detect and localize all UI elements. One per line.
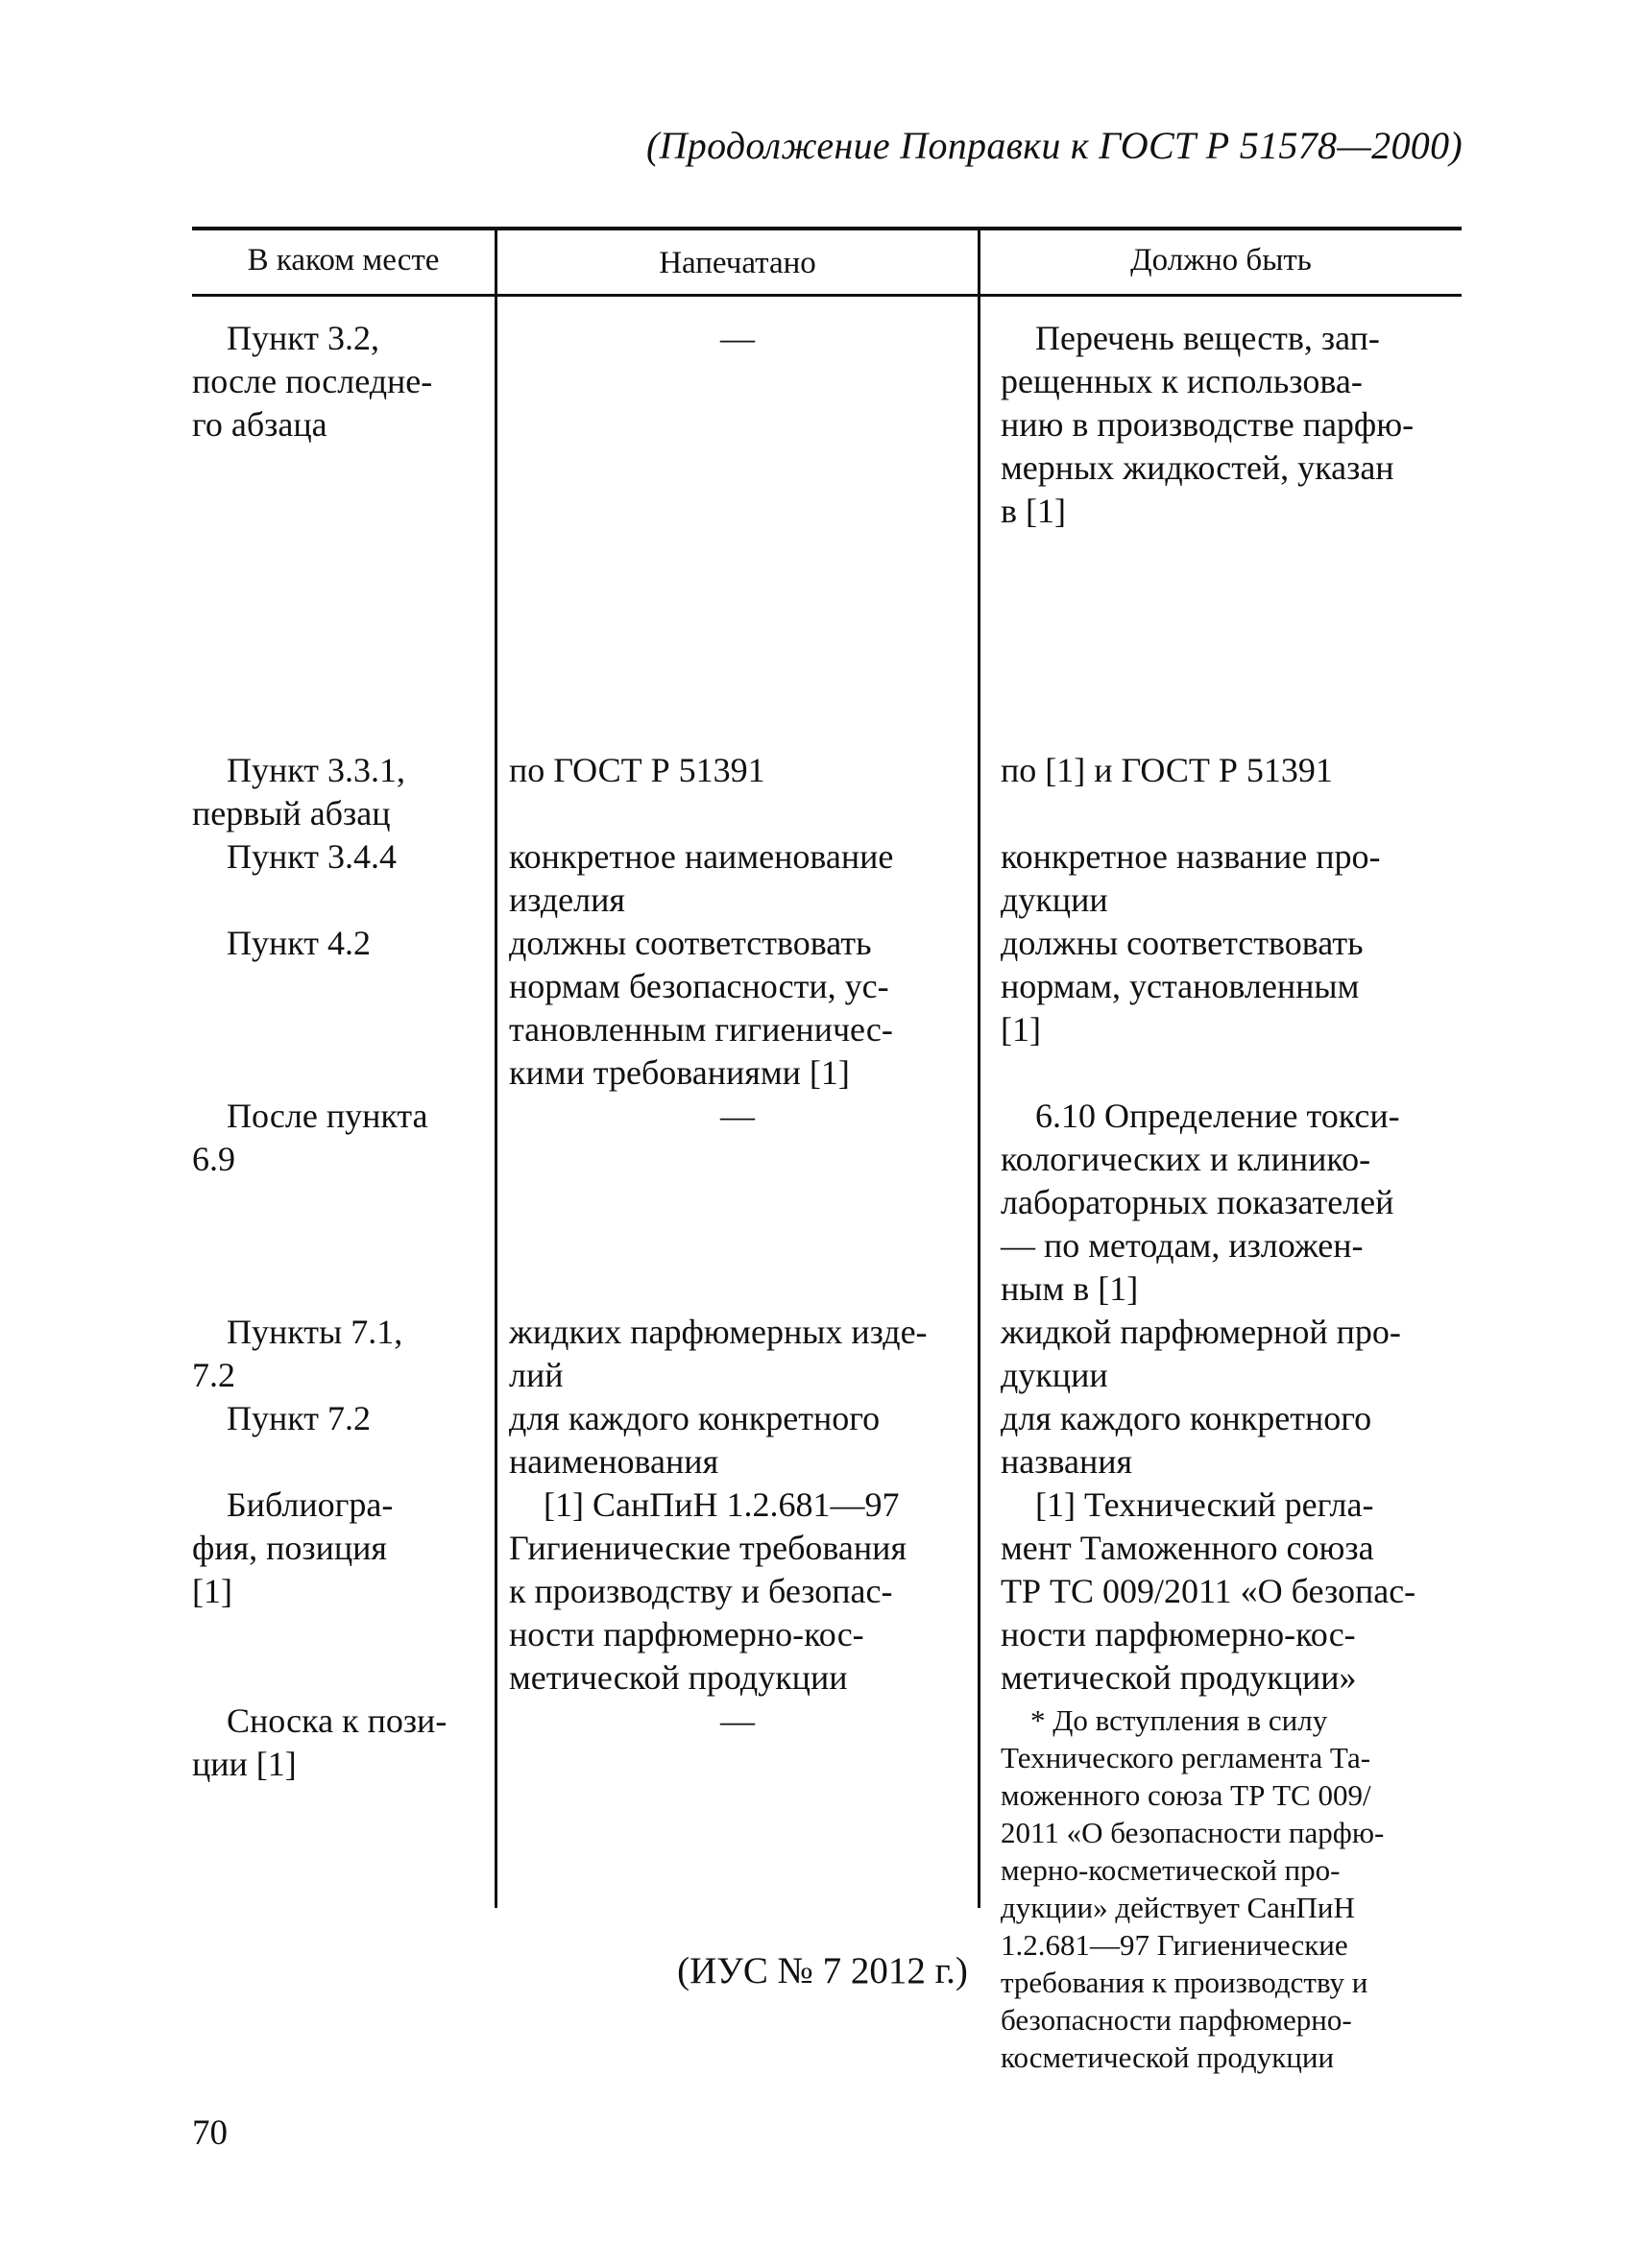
cell-printed: — xyxy=(720,319,755,357)
cell-printed: — xyxy=(720,1701,755,1740)
cell-where: Пункт 3.4.4 xyxy=(192,837,398,876)
cell-printed: конкретное наименование изделия xyxy=(509,837,894,919)
cell-should-be: по [1] и ГОСТ Р 51391 xyxy=(1001,751,1333,789)
cell-where: Пункт 7.2 xyxy=(192,1399,372,1437)
cell-printed: по ГОСТ Р 51391 xyxy=(509,751,765,789)
table-header-rule xyxy=(192,294,1462,297)
column-header-printed: Напечатано xyxy=(659,245,816,280)
cell-printed: жидких парфюмерных изде- лий xyxy=(509,1313,928,1394)
column-divider xyxy=(495,227,497,1908)
cell-should-be: жидкой парфюмерной про- дукции xyxy=(1001,1313,1401,1394)
cell-should-be: конкретное название про- дукции xyxy=(1001,837,1381,919)
cell-should-be: для каждого конкретного названия xyxy=(1001,1399,1372,1481)
cell-printed: — xyxy=(720,1097,755,1135)
cell-should-be: 6.10 Определение токси- кологических и клинико- лабораторных показателей — по методам, изложен- ным в [1] xyxy=(1001,1097,1400,1308)
cell-where: Пункт 3.3.1, первый абзац xyxy=(192,751,406,832)
column-header-should-be: Должно быть xyxy=(1130,242,1312,277)
cell-printed: для каждого конкретного наименования xyxy=(509,1399,881,1481)
cell-where: Пункты 7.1, 7.2 xyxy=(192,1313,403,1394)
source-note: (ИУС № 7 2012 г.) xyxy=(677,1950,968,1991)
cell-where: Библиогра- фия, позиция [1] xyxy=(192,1485,394,1610)
cell-where: После пункта 6.9 xyxy=(192,1097,428,1178)
cell-where: Пункт 4.2 xyxy=(192,924,372,962)
page-header: (Продолжение Поправки к ГОСТ Р 51578—2000) xyxy=(645,124,1463,167)
cell-printed: [1] СанПиН 1.2.681—97 Гигиенические требования к производству и безопас- ности парфюмерно-кос- метической продукции xyxy=(509,1485,907,1697)
cell-where: Сноска к пози- ции [1] xyxy=(192,1701,448,1783)
column-divider xyxy=(978,227,980,1908)
page-number: 70 xyxy=(192,2113,228,2153)
cell-should-be: * До вступления в силу Технического регламента Та- моженного союза ТР ТС 009/ 2011 «О безопасности парфю- мерно-косметической про- дукции» действует СанПиН 1.2.681—97 Гигиенические требования к производству и безопасности парфюмерно- косметической продукции xyxy=(1001,1703,1385,2074)
cell-should-be: должны соответствовать нормам, установленным [1] xyxy=(1001,924,1364,1049)
cell-should-be: Перечень веществ, зап- рещенных к использова- нию в производстве парфю- мерных жидкостей, указан в [1] xyxy=(1001,319,1415,530)
cell-where: Пункт 3.2, после последне- го абзаца xyxy=(192,319,433,444)
column-header-where: В каком месте xyxy=(247,242,440,277)
cell-should-be: [1] Технический регла- мент Таможенного союза ТР ТС 009/2011 «О безопас- ности парфюмерно-кос- метической продукции» xyxy=(1001,1485,1416,1697)
cell-printed: должны соответствовать нормам безопасности, ус- тановленным гигиеничес- кими требованиями [1] xyxy=(509,924,893,1092)
